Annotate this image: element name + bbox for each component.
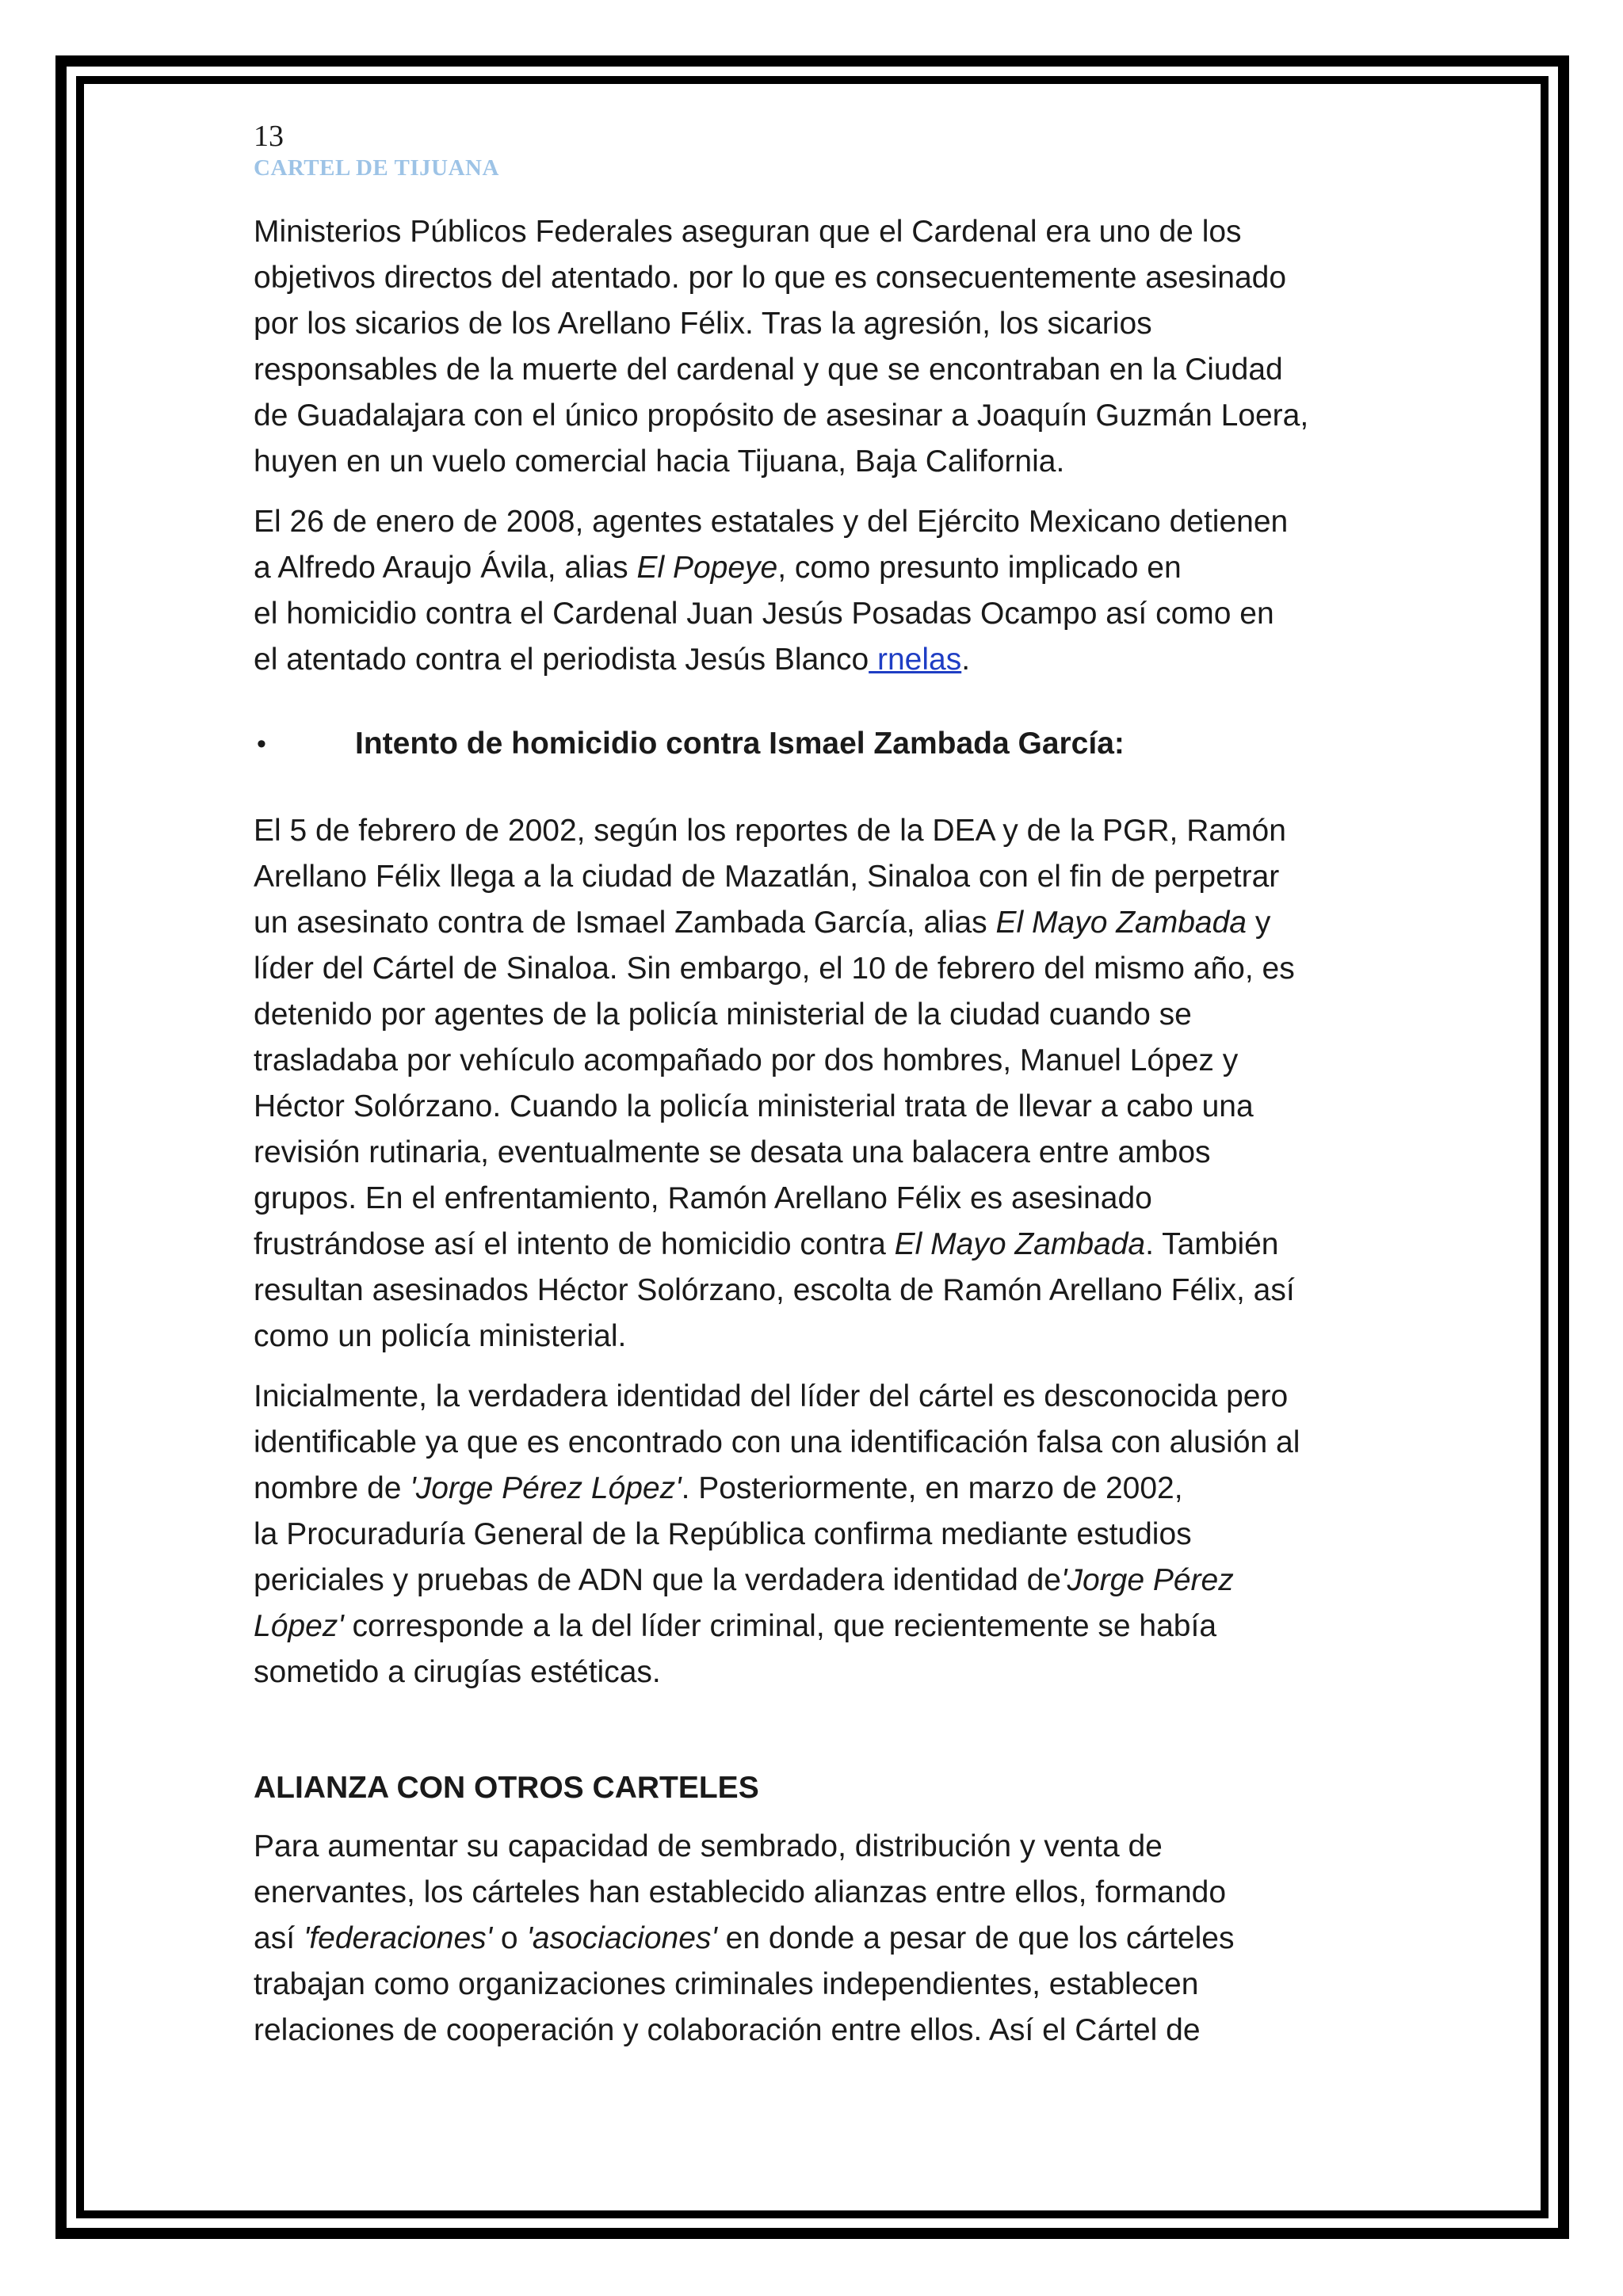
text-run: así xyxy=(254,1921,304,1955)
text-run: frustrándose así el intento de homicidio contra xyxy=(254,1227,895,1261)
paragraph-5 xyxy=(254,1824,1395,2054)
text-run: en donde a pesar de que los cárteles xyxy=(716,1921,1235,1955)
paragraph-line: Arellano Félix llega a la ciudad de Mazatlán, Sinaloa con el fin de perpetrar xyxy=(254,860,1280,894)
alias-text: El Mayo Zambada xyxy=(894,1227,1146,1261)
paragraph-1 xyxy=(254,209,1395,485)
paragraph-line xyxy=(254,1222,1395,1268)
paragraph-line xyxy=(254,1558,1395,1604)
paragraph-line: Héctor Solórzano. Cuando la policía ministerial trata de llevar a cabo una xyxy=(254,1089,1254,1123)
paragraph-line: trasladaba por vehículo acompañado por dos hombres, Manuel López y xyxy=(254,1043,1239,1077)
paragraph-line: sometido a cirugías estéticas. xyxy=(254,1655,661,1689)
text-run: y xyxy=(1246,906,1271,940)
text-run: el atentado contra el periodista Jesús Blanco xyxy=(254,643,869,677)
paragraph-line: enervantes, los cárteles han establecido alianzas entre ellos, formando xyxy=(254,1875,1227,1909)
text-run: . También xyxy=(1145,1227,1279,1261)
paragraph-4 xyxy=(254,1374,1395,1695)
paragraph-line xyxy=(254,545,1395,591)
text-run: , como presunto implicado en xyxy=(777,551,1182,585)
text-run: periciales y pruebas de ADN que la verdadera identidad de xyxy=(254,1563,1061,1597)
paragraph-line: como un policía ministerial. xyxy=(254,1319,627,1353)
paragraph-line: por los sicarios de los Arellano Félix. Tras la agresión, los sicarios xyxy=(254,307,1152,341)
paragraph-line: revisión rutinaria, eventualmente se desata una balacera entre ambos xyxy=(254,1135,1211,1169)
paragraph-line: huyen en un vuelo comercial hacia Tijuana, Baja California. xyxy=(254,444,1065,479)
paragraph-line: de Guadalajara con el único propósito de asesinar a Joaquín Guzmán Loera, xyxy=(254,399,1309,433)
text-run: nombre de xyxy=(254,1471,411,1505)
hyperlink-ornelas[interactable]: rnelas xyxy=(869,643,962,677)
paragraph-line: Ministerios Públicos Federales aseguran que el Cardenal era uno de los xyxy=(254,215,1242,249)
paragraph-line: detenido por agentes de la policía ministerial de la ciudad cuando se xyxy=(254,997,1192,1032)
paragraph-line: la Procuraduría General de la República confirma mediante estudios xyxy=(254,1517,1192,1551)
paragraph-line: identificable ya que es encontrado con una identificación falsa con alusión al xyxy=(254,1425,1300,1459)
bullet-marker: • xyxy=(257,729,266,759)
section-heading: ALIANZA CON OTROS CARTELES xyxy=(254,1771,759,1805)
text-run: . Posteriormente, en marzo de 2002, xyxy=(681,1471,1183,1505)
paragraph-line xyxy=(254,1916,1395,1962)
alias-name: 'Jorge Pérez López' xyxy=(410,1471,682,1505)
alias-name: López' xyxy=(254,1609,344,1643)
paragraph-line: resultan asesinados Héctor Solórzano, escolta de Ramón Arellano Félix, así xyxy=(254,1273,1295,1307)
paragraph-line xyxy=(254,900,1395,946)
paragraph-2 xyxy=(254,499,1395,683)
alias-text: El Popeye xyxy=(636,551,778,585)
text-run: . xyxy=(961,643,971,677)
paragraph-line xyxy=(254,1604,1395,1650)
running-header: CARTEL DE TIJUANA xyxy=(254,155,499,181)
text-run: a Alfredo Araujo Ávila, alias xyxy=(254,551,637,585)
paragraph-line: el homicidio contra el Cardenal Juan Jesús Posadas Ocampo así como en xyxy=(254,597,1274,631)
paragraph-line xyxy=(254,1466,1395,1512)
paragraph-line: relaciones de cooperación y colaboración entre ellos. Así el Cártel de xyxy=(254,2013,1201,2047)
term-text: 'federaciones' xyxy=(303,1921,493,1955)
text-run: un asesinato contra de Ismael Zambada García, alias xyxy=(254,906,996,940)
paragraph-line: grupos. En el enfrentamiento, Ramón Arellano Félix es asesinado xyxy=(254,1181,1152,1215)
alias-name: 'Jorge Pérez xyxy=(1061,1563,1234,1597)
bullet-item xyxy=(254,721,1395,767)
text-run: o xyxy=(492,1921,527,1955)
paragraph-line: objetivos directos del atentado. por lo que es consecuentemente asesinado xyxy=(254,261,1287,295)
paragraph-line: responsables de la muerte del cardenal y que se encontraban en la Ciudad xyxy=(254,353,1283,387)
paragraph-line xyxy=(254,637,1395,683)
paragraph-line: El 5 de febrero de 2002, según los reportes de la DEA y de la PGR, Ramón xyxy=(254,814,1286,848)
paragraph-line: Para aumentar su capacidad de sembrado, distribución y venta de xyxy=(254,1829,1163,1863)
paragraph-line: Inicialmente, la verdadera identidad del líder del cártel es desconocida pero xyxy=(254,1379,1289,1413)
page-number: 13 xyxy=(254,120,284,153)
paragraph-line: El 26 de enero de 2008, agentes estatales y del Ejército Mexicano detienen xyxy=(254,505,1289,539)
paragraph-line: trabajan como organizaciones criminales independientes, establecen xyxy=(254,1967,1199,2001)
term-text: 'asociaciones' xyxy=(526,1921,717,1955)
paragraph-line: líder del Cártel de Sinaloa. Sin embargo, el 10 de febrero del mismo año, es xyxy=(254,952,1295,986)
text-run: corresponde a la del líder criminal, que recientemente se había xyxy=(343,1609,1217,1643)
paragraph-3 xyxy=(254,808,1395,1360)
bullet-heading: Intento de homicidio contra Ismael Zambada García: xyxy=(355,727,1125,761)
alias-text: El Mayo Zambada xyxy=(995,906,1247,940)
document-content xyxy=(254,119,1395,2068)
